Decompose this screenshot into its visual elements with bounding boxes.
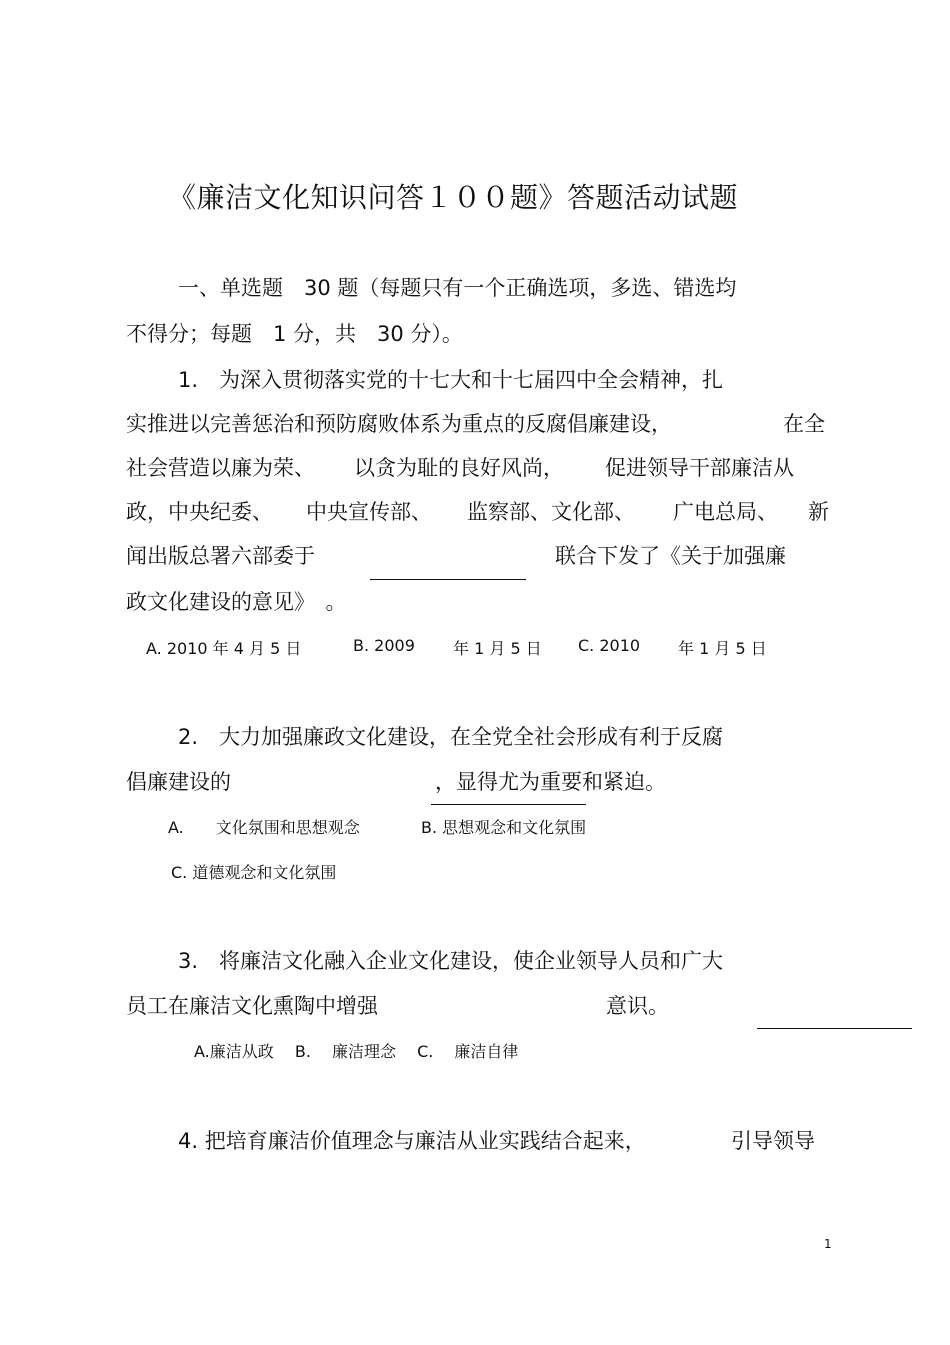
q1-line-4e: 新	[808, 500, 829, 524]
q1-option-b: B. 2009	[353, 636, 415, 655]
q1-line-4a: 政，中央纪委、	[126, 500, 273, 524]
q1-option-b-date: 年 1 月 5 日	[453, 639, 542, 658]
q2-option-b: B. 思想观念和文化氛围	[421, 818, 587, 837]
q1-answer-blank	[370, 578, 526, 580]
q3-line-2a: 员工在廉洁文化熏陶中增强	[126, 994, 378, 1018]
page-number: 1	[824, 1237, 832, 1251]
q1-line-1: 1. 为深入贯彻落实党的十七大和十七届四中全会精神，扎	[178, 368, 724, 392]
q1-option-c-date: 年 1 月 5 日	[678, 639, 767, 658]
q2-option-a: A. 文化氛围和思想观念	[168, 818, 360, 837]
q2-line-2a: 倡廉建设的	[126, 770, 231, 794]
q3-options: A.廉洁从政 B. 廉洁理念 C. 廉洁自律	[194, 1042, 519, 1061]
q3-line-2b: 意识。	[606, 994, 669, 1018]
q2-answer-blank	[431, 803, 586, 805]
q2-option-c: C. 道德观念和文化氛围	[171, 863, 337, 882]
q1-option-a: A. 2010 年 4 月 5 日	[146, 639, 302, 658]
q1-line-3b: 以贪为耻的良好风尚，	[354, 456, 564, 480]
q1-line-4c: 监察部、文化部、	[467, 500, 635, 524]
document-title: 《廉洁文化知识问答１００题》答题活动试题	[168, 181, 739, 214]
q1-line-4b: 中央宣传部、	[306, 500, 432, 524]
section-heading-line-1: 一、单选题 30 题（每题只有一个正确选项，多选、错选均	[178, 276, 737, 300]
q4-line-1a: 4. 把培育廉洁价值理念与廉洁从业实践结合起来，	[178, 1129, 646, 1153]
q1-line-5b: 联合下发了《关于加强廉	[555, 544, 786, 568]
q1-line-6: 政文化建设的意见》 。	[126, 590, 347, 614]
q1-line-2b: 在全	[783, 412, 825, 436]
q1-line-4d: 广电总局、	[673, 500, 778, 524]
q3-line-1: 3. 将廉洁文化融入企业文化建设，使企业领导人员和广大	[178, 949, 724, 973]
q1-line-5a: 闻出版总署六部委于	[126, 544, 315, 568]
q1-line-3c: 促进领导干部廉洁从	[605, 456, 794, 480]
q4-line-1b: 引导领导	[731, 1129, 815, 1153]
q3-answer-blank	[757, 1027, 912, 1029]
q2-line-1: 2. 大力加强廉政文化建设，在全党全社会形成有利于反腐	[178, 725, 724, 749]
q1-line-3a: 社会营造以廉为荣、	[126, 456, 315, 480]
section-heading-line-2: 不得分；每题 1 分，共 30 分）。	[126, 322, 463, 346]
q1-line-2a: 实推进以完善惩治和预防腐败体系为重点的反腐倡廉建设，	[126, 412, 672, 436]
q2-line-2b: ，显得尤为重要和紧迫。	[435, 770, 666, 794]
q1-option-c: C. 2010	[578, 636, 641, 655]
